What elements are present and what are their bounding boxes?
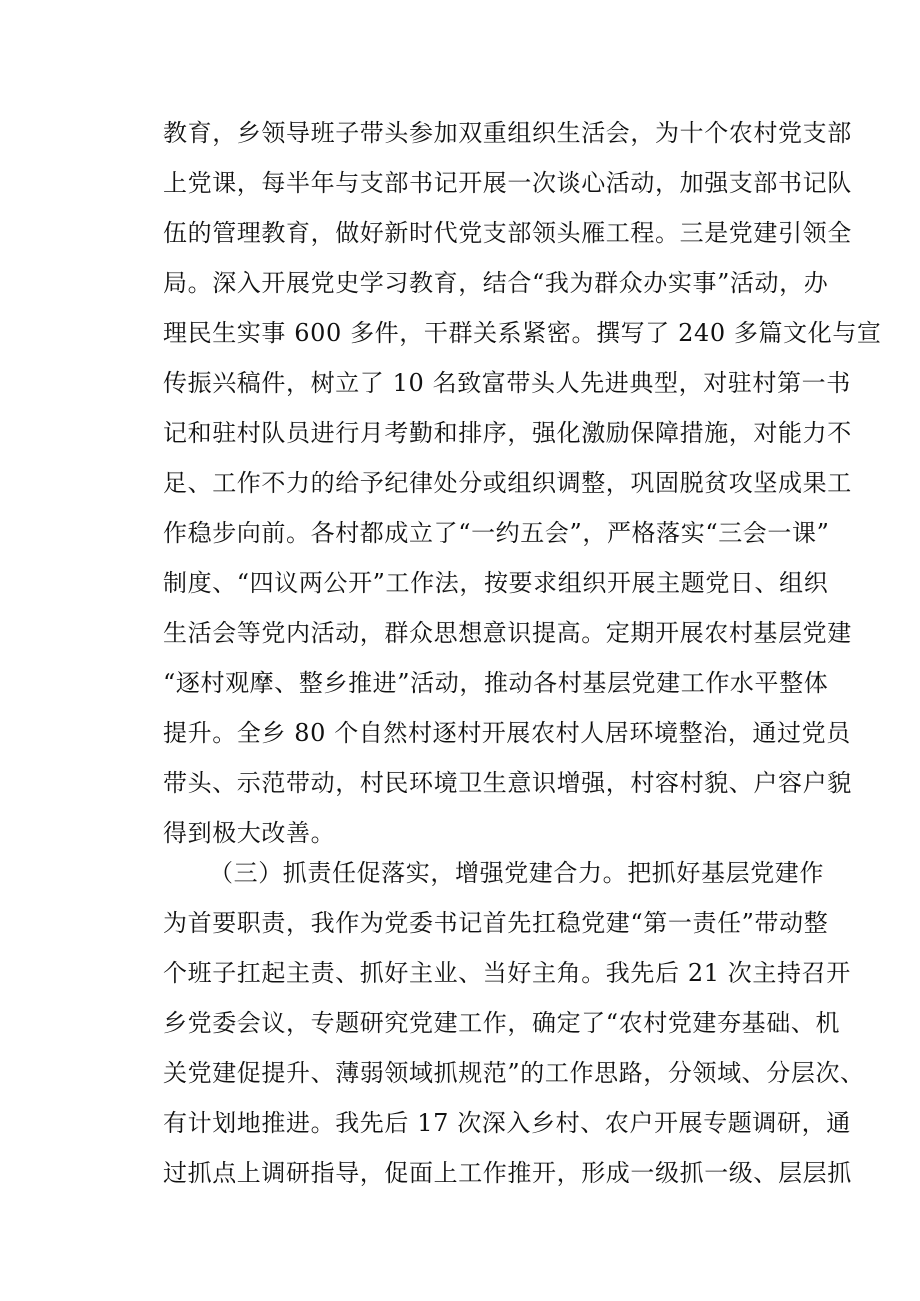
paragraph-2 <box>163 848 865 1198</box>
text-line: 上党课，每半年与支部书记开展一次谈心活动，加强支部书记队 <box>163 169 852 197</box>
text-line: 提升。全乡 80 个自然村逐村开展农村人居环境整治，通过党员 <box>163 719 851 747</box>
text-line: 乡党委会议，专题研究党建工作，确定了“农村党建夯基础、机 <box>163 1009 841 1037</box>
text-line: 为首要职责，我作为党委书记首先扛稳党建“第一责任”带动整 <box>163 909 829 937</box>
text-line: 传振兴稿件，树立了 10 名致富带头人先进典型，对驻村第一书 <box>163 369 851 397</box>
text-line: 记和驻村队员进行月考勤和排序，强化激励保障措施，对能力不 <box>163 419 852 447</box>
text-line: 有计划地推进。我先后 17 次深入乡村、农户开展专题调研，通 <box>163 1109 851 1137</box>
text-line: 生活会等党内活动，群众思想意识提高。定期开展农村基层党建 <box>163 619 852 647</box>
text-line: 局。深入开展党史学习教育，结合“我为群众办实事”活动，办 <box>163 269 829 297</box>
text-line-first: （三）抓责任促落实，增强党建合力。把抓好基层党建作 <box>209 859 824 887</box>
text-line: 过抓点上调研指导，促面上工作推开，形成一级抓一级、层层抓 <box>163 1159 852 1187</box>
text-line: 关党建促提升、薄弱领域抓规范”的工作思路，分领域、分层次、 <box>163 1059 865 1087</box>
text-line: 教育，乡领导班子带头参加双重组织生活会，为十个农村党支部 <box>163 119 852 147</box>
text-line: 制度、“四议两公开”工作法，按要求组织开展主题党日、组织 <box>163 569 829 597</box>
text-line: 伍的管理教育，做好新时代党支部领头雁工程。三是党建引领全 <box>163 219 852 247</box>
text-line: 带头、示范带动，村民环境卫生意识增强，村容村貌、户容户貌 <box>163 769 852 797</box>
text-line-last: 得到极大改善。 <box>163 819 336 847</box>
text-line: 个班子扛起主责、抓好主业、当好主角。我先后 21 次主持召开 <box>163 959 851 987</box>
text-line: 作稳步向前。各村都成立了“一约五会”，严格落实“三会一课” <box>163 519 830 547</box>
text-line: 足、工作不力的给予纪律处分或组织调整，巩固脱贫攻坚成果工 <box>163 469 852 497</box>
text-line: 理民生实事 600 多件，干群关系紧密。撰写了 240 多篇文化与宣 <box>163 319 882 347</box>
text-line: “逐村观摩、整乡推进”活动，推动各村基层党建工作水平整体 <box>163 669 829 697</box>
paragraph-1 <box>163 108 882 858</box>
